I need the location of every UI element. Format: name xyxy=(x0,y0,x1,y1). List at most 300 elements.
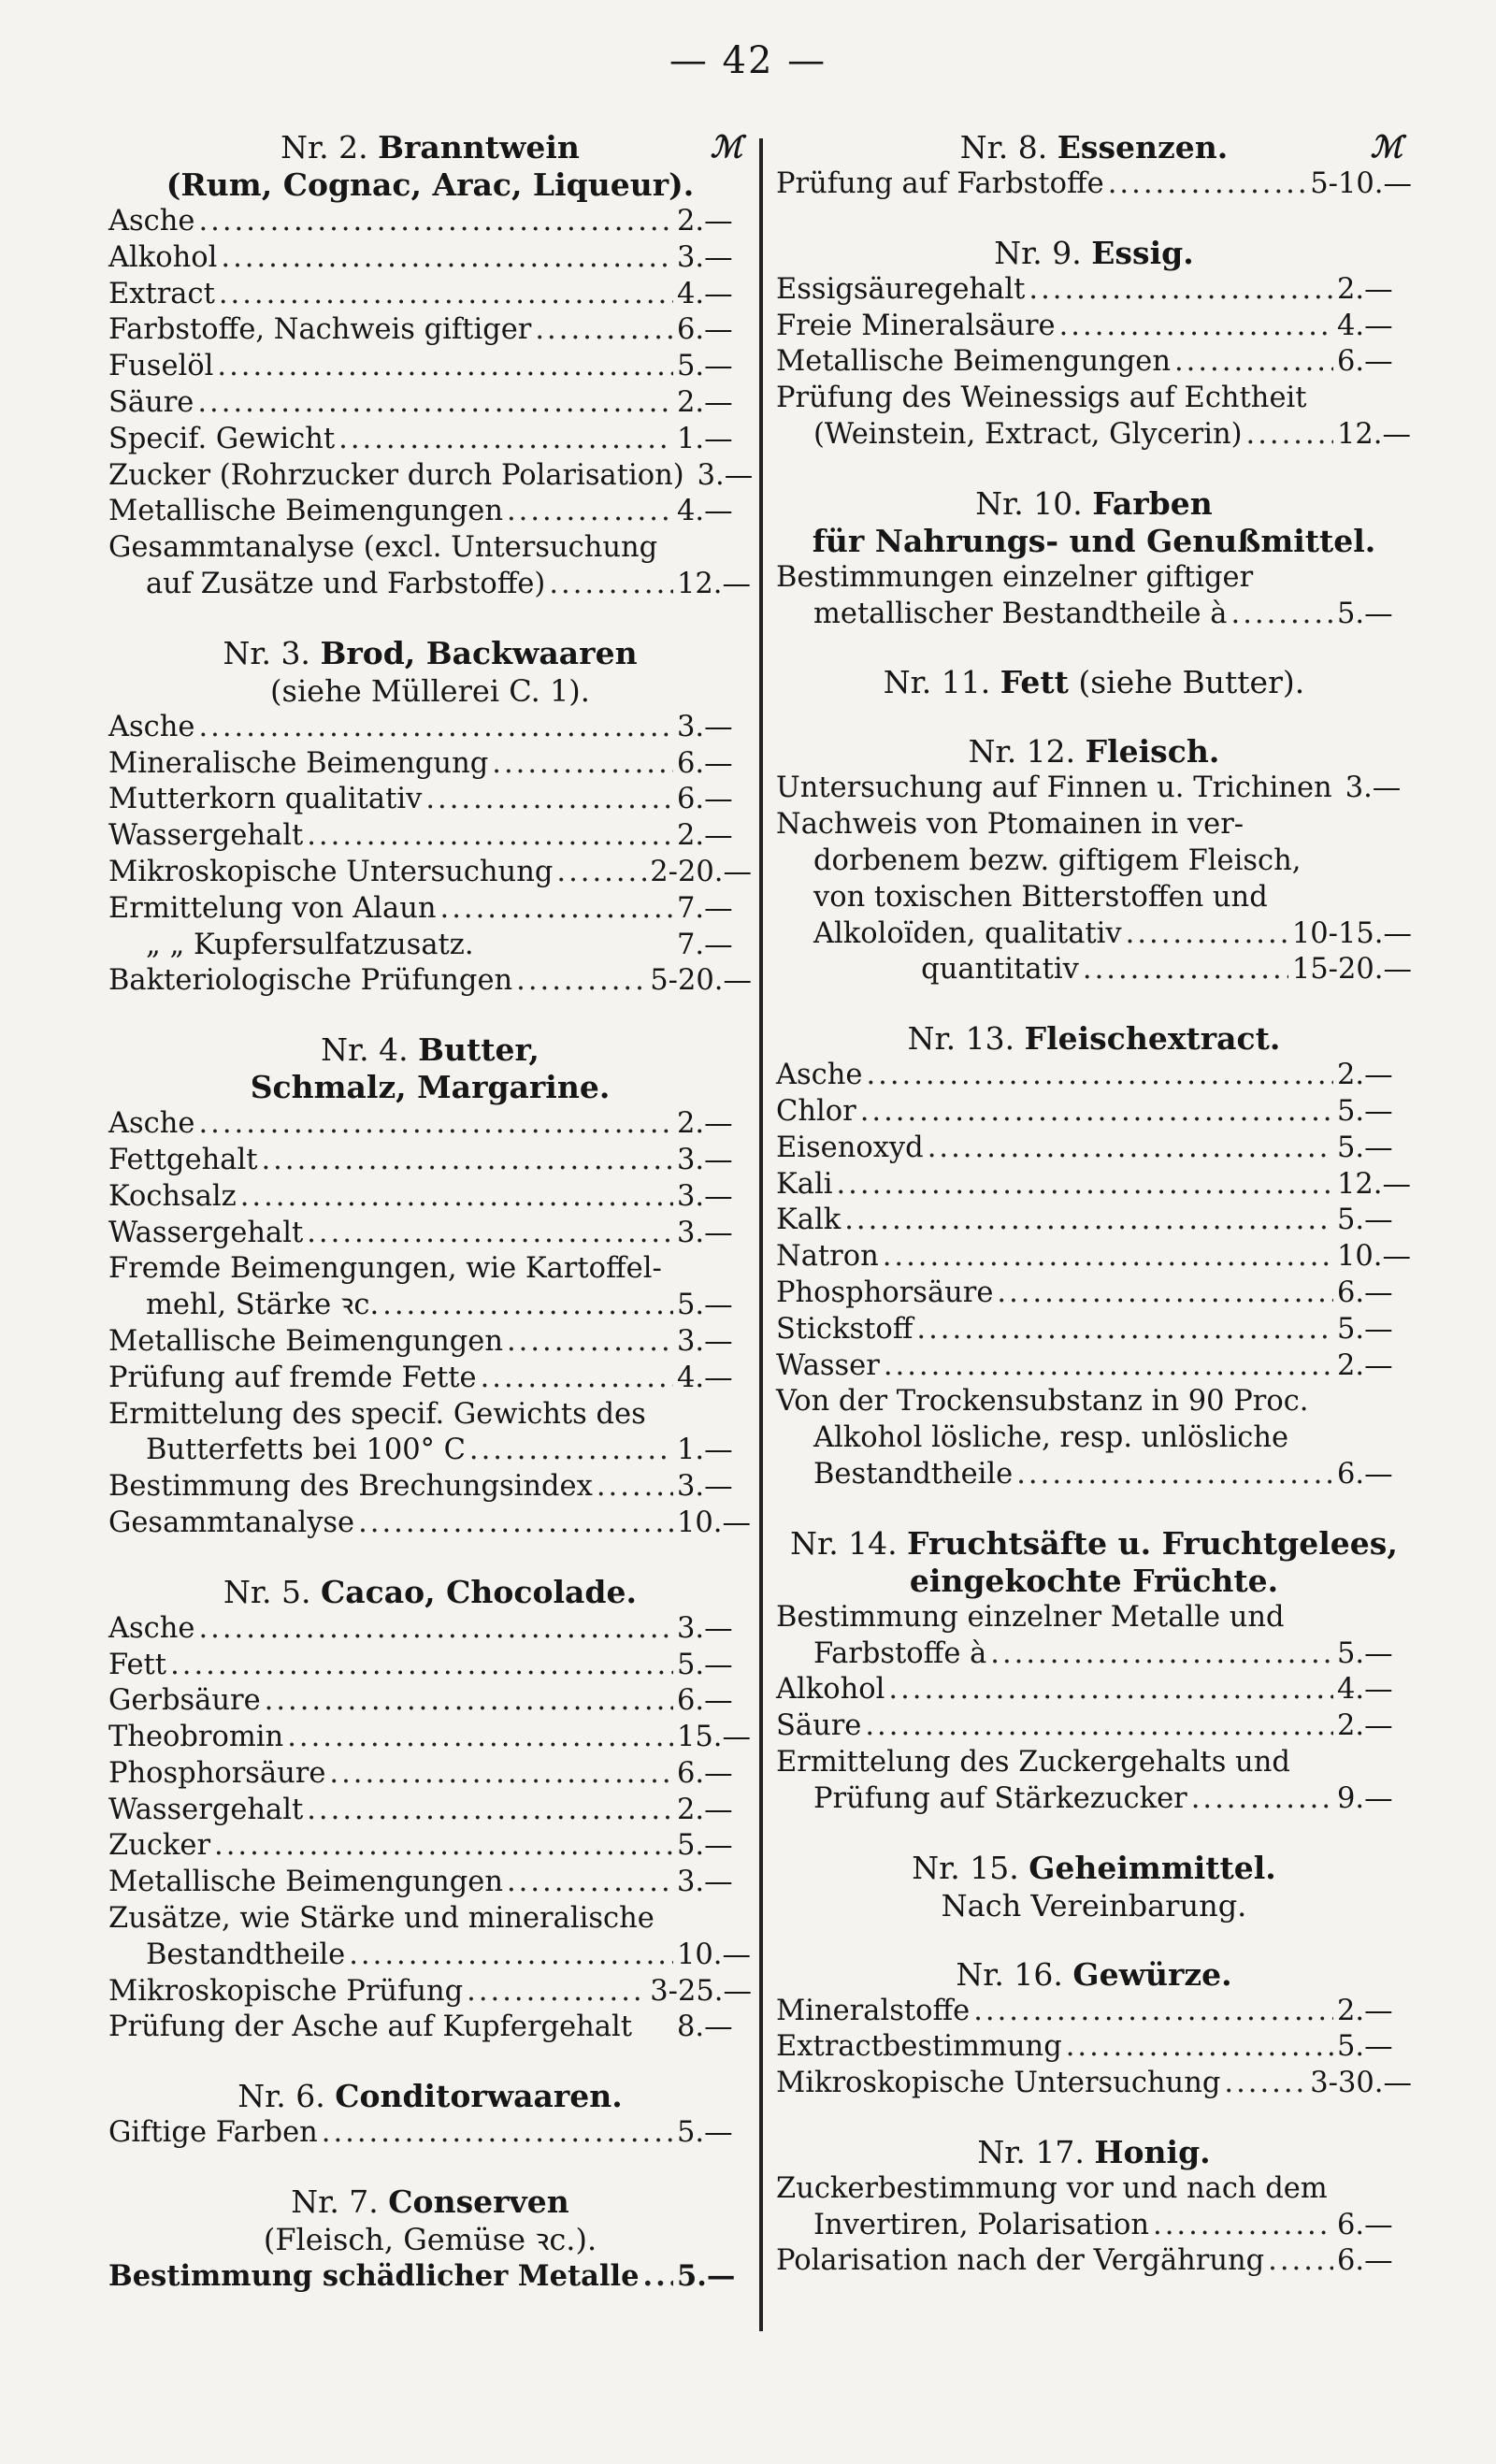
section-title: Brod, Backwaaren xyxy=(320,634,638,671)
dot-leader xyxy=(1016,1457,1333,1493)
dot-leader xyxy=(481,1361,673,1397)
price-entry xyxy=(108,2115,752,2152)
section-heading xyxy=(776,1956,1412,1994)
dot-leader xyxy=(287,1720,673,1756)
price-entry xyxy=(108,1469,752,1506)
entry-price: 5.— xyxy=(677,2116,733,2150)
entry-line: Zusätze, wie Stärke und mineralische xyxy=(108,1902,654,1936)
dot-leader xyxy=(240,1179,673,1216)
dot-leader xyxy=(1268,2243,1333,2280)
dot-leader xyxy=(883,1239,1333,1275)
price-entry xyxy=(108,1793,752,1829)
price-entry xyxy=(108,1756,752,1793)
entry-label: Asche xyxy=(108,1107,195,1141)
dot-leader xyxy=(198,1106,673,1143)
price-entry xyxy=(776,2029,1412,2066)
dot-leader xyxy=(844,1203,1333,1239)
entry-label: Säure xyxy=(108,385,194,419)
section-heading-wrap xyxy=(776,1956,1412,1994)
section-title: Gewürze. xyxy=(1072,1955,1232,1993)
entry-label: Kali xyxy=(776,1167,833,1201)
entry-price: 9.— xyxy=(1337,1781,1393,1815)
entry-label: Ermittelung von Alaun xyxy=(108,891,437,925)
section-number: Nr. 3. xyxy=(223,634,310,671)
section-heading-wrap xyxy=(776,733,1412,771)
dot-leader xyxy=(265,1683,673,1720)
page-number: — 42 — xyxy=(669,39,827,82)
dot-leader xyxy=(642,2258,673,2295)
price-entry xyxy=(108,1506,752,1542)
section-heading-wrap xyxy=(108,2183,752,2221)
entry-label: Essigsäuregehalt xyxy=(776,272,1026,306)
dot-leader xyxy=(198,710,673,746)
entry-price: 6.— xyxy=(1337,1457,1393,1491)
price-entry xyxy=(108,2010,752,2046)
entry-price: 2.— xyxy=(677,1107,733,1141)
entry-price: 10.— xyxy=(677,1506,752,1539)
entry-price: 5.— xyxy=(677,350,733,383)
section-heading-wrap xyxy=(108,1574,752,1611)
dot-leader xyxy=(1224,2066,1306,2102)
section-title: Geheimmittel. xyxy=(1028,1849,1276,1886)
section-heading-wrap xyxy=(776,129,1412,166)
dot-leader xyxy=(836,1167,1333,1203)
section-title: Cacao, Chocolade. xyxy=(321,1573,637,1610)
section-number: Nr. 15. xyxy=(912,1849,1019,1886)
dot-leader xyxy=(440,891,673,928)
entry-label: auf Zusätze und Farbstoffe) xyxy=(146,567,546,600)
entry-price: 5.— xyxy=(1337,1636,1393,1670)
entry-price: 5.— xyxy=(677,1829,733,1863)
entry-price: 2.— xyxy=(1337,1994,1393,2027)
entry-price: 12.— xyxy=(1337,417,1412,451)
entry-label: Metallische Beimengungen xyxy=(108,1866,503,1899)
dot-leader xyxy=(860,1094,1333,1131)
entry-label: Phosphorsäure xyxy=(108,1756,326,1790)
entry-label: (Weinstein, Extract, Glycerin) xyxy=(813,417,1243,451)
entry-line: Zuckerbestimmung vor und nach dem xyxy=(776,2171,1328,2205)
price-entry xyxy=(776,1994,1412,2030)
entry-label: Zucker xyxy=(108,1829,211,1863)
entry-label: Specif. Gewicht xyxy=(108,422,336,455)
entry-label: Prüfung auf fremde Fette xyxy=(108,1361,477,1394)
price-entry xyxy=(108,277,752,313)
price-entry xyxy=(776,2208,1412,2244)
price-entry xyxy=(108,963,752,1000)
entry-price: 6.— xyxy=(677,1684,733,1718)
entry-price: 10.— xyxy=(677,1938,752,1971)
price-entry xyxy=(776,417,1412,454)
entry-price: 8.— xyxy=(677,2010,733,2044)
entry-price: 6.— xyxy=(1337,2208,1393,2241)
section-heading xyxy=(108,2183,752,2221)
entry-label: Säure xyxy=(776,1709,862,1743)
price-entry xyxy=(776,272,1412,309)
price-entry xyxy=(108,1938,752,1974)
section-heading xyxy=(776,733,1412,771)
price-entry xyxy=(776,1348,1412,1385)
dot-leader xyxy=(261,1143,673,1179)
section-heading-wrap xyxy=(776,2134,1412,2171)
entry-price: 7.— xyxy=(677,928,733,961)
dot-leader xyxy=(507,494,673,530)
section-title: Fruchtsäfte u. Fruchtgelees, xyxy=(907,1524,1398,1562)
entry-price: 3.— xyxy=(677,1216,733,1249)
entry-price: 6.— xyxy=(677,746,733,780)
dot-leader xyxy=(170,1648,673,1684)
section-heading-wrap xyxy=(108,129,752,166)
dot-leader xyxy=(425,782,673,818)
dot-leader xyxy=(198,1611,673,1648)
entry-price: 5.— xyxy=(1337,1131,1393,1164)
section-number: Nr. 17. xyxy=(977,2133,1085,2170)
dot-leader xyxy=(535,312,673,349)
entry-price: 2.— xyxy=(1337,1709,1393,1743)
entry-price: 1.— xyxy=(677,422,733,455)
price-entry xyxy=(776,1094,1412,1131)
entry-price: 5.— xyxy=(1337,1203,1393,1237)
entry-price: 3.— xyxy=(677,1143,733,1176)
entry-label: Kalk xyxy=(776,1203,842,1237)
entry-label: Mineralische Beimengung xyxy=(108,746,489,780)
section-heading xyxy=(776,485,1412,523)
dot-leader xyxy=(382,1288,673,1324)
section-heading-wrap xyxy=(108,1031,752,1069)
entry-price: 10.— xyxy=(1337,1240,1412,1274)
entry-price: 15-20.— xyxy=(1291,953,1412,987)
section-subtitle: eingekochte Früchte. xyxy=(909,1562,1279,1599)
entry-label: Metallische Beimengungen xyxy=(776,345,1171,379)
price-entry xyxy=(108,1288,752,1324)
entry-label: Farbstoffe, Nachweis giftiger xyxy=(108,313,532,347)
entry-label: Asche xyxy=(108,205,195,238)
dot-leader xyxy=(888,1672,1333,1708)
section-number: Nr. 6. xyxy=(237,2078,325,2115)
section-heading-wrap xyxy=(108,635,752,672)
entry-label: Mutterkorn qualitativ xyxy=(108,783,423,816)
entry-label: Mineralstoffe xyxy=(776,1994,971,2027)
section-number: Nr. 12. xyxy=(968,733,1076,771)
dot-leader xyxy=(1126,916,1288,953)
price-entry xyxy=(108,2258,752,2295)
price-entry xyxy=(108,567,752,603)
entry-label: Fettgehalt xyxy=(108,1143,258,1176)
dot-leader xyxy=(916,1312,1333,1348)
price-entry xyxy=(108,1143,752,1179)
entry-label: „ „ Kupfersulfatzusatz. xyxy=(146,928,474,961)
dot-leader xyxy=(1066,2029,1333,2066)
price-entry xyxy=(108,240,752,277)
dot-leader xyxy=(358,1506,673,1542)
entry-label: Extract xyxy=(108,277,215,310)
section-heading xyxy=(776,1020,1412,1058)
dot-leader xyxy=(507,1865,673,1901)
price-entry xyxy=(108,422,752,458)
dot-leader xyxy=(1174,344,1333,381)
entry-price: 5.— xyxy=(1337,2030,1393,2064)
entry-price: 4.— xyxy=(677,277,733,310)
section-title: Fett xyxy=(1000,664,1069,701)
price-entry xyxy=(108,204,752,240)
price-entry xyxy=(108,385,752,422)
price-entry xyxy=(108,1361,752,1397)
entry-label: Wasser xyxy=(776,1348,880,1382)
entry-label: Mikroskopische Prüfung xyxy=(108,1974,464,2008)
entry-label: Wassergehalt xyxy=(108,1216,304,1249)
entry-line: Bestimmungen einzelner giftiger xyxy=(776,560,1254,594)
entry-label: Asche xyxy=(776,1059,863,1092)
price-entry xyxy=(108,1648,752,1684)
entry-price: 5.— xyxy=(677,1648,733,1681)
entry-price: 2.— xyxy=(677,385,733,419)
entry-label: metallischer Bestandtheile à xyxy=(813,597,1228,630)
price-entry xyxy=(776,1312,1412,1348)
dot-leader xyxy=(884,1348,1333,1385)
section-heading xyxy=(776,2134,1412,2171)
price-entry xyxy=(108,855,752,891)
section-heading xyxy=(108,2078,752,2115)
section-heading xyxy=(776,1525,1412,1563)
price-entry xyxy=(108,891,752,928)
entry-line: von toxischen Bitterstoffen und xyxy=(813,880,1268,914)
entry-label: Asche xyxy=(108,710,195,743)
dot-leader xyxy=(329,1756,673,1793)
section-note: (siehe Butter). xyxy=(1078,664,1305,701)
entry-label: Bestimmung schädlicher Metalle xyxy=(108,2259,640,2294)
left-column xyxy=(108,129,752,2295)
entry-price: 6.— xyxy=(1337,2244,1393,2278)
entry-price: 10-15.— xyxy=(1291,916,1412,950)
section-title: Honig. xyxy=(1094,2133,1211,2170)
entry-price: 3.— xyxy=(1345,771,1402,805)
entry-price: 6.— xyxy=(1337,1275,1393,1309)
price-entry xyxy=(776,1672,1412,1708)
section-number: Nr. 8. xyxy=(959,129,1048,166)
price-entry xyxy=(108,1720,752,1756)
section-number: Nr. 4. xyxy=(321,1031,409,1069)
entry-line: Ermittelung des specif. Gewichts des xyxy=(108,1397,646,1431)
entry-label: Eisenoxyd xyxy=(776,1131,924,1164)
section-heading-wrap xyxy=(776,1525,1412,1563)
entry-price: 7.— xyxy=(677,891,733,925)
entry-price: 5-10.— xyxy=(1310,167,1412,200)
dot-leader xyxy=(1108,166,1307,203)
section-number: Nr. 7. xyxy=(291,2183,379,2221)
section-title: Branntwein xyxy=(378,129,580,166)
price-entry xyxy=(776,1167,1412,1203)
price-entry xyxy=(108,1974,752,2010)
entry-label: Metallische Beimengungen xyxy=(108,495,503,528)
price-entry xyxy=(776,1457,1412,1493)
entry-label: Chlor xyxy=(776,1094,856,1128)
currency-mark: ℳ xyxy=(1370,129,1402,165)
section-heading xyxy=(776,235,1412,272)
price-entry xyxy=(776,952,1412,988)
entry-price: 2.— xyxy=(677,1793,733,1826)
dot-leader xyxy=(973,1994,1333,2030)
dot-leader xyxy=(549,567,673,603)
dot-leader xyxy=(556,855,646,891)
dot-leader xyxy=(865,1708,1333,1745)
section-heading xyxy=(108,635,752,672)
entry-price: 12.— xyxy=(1337,1167,1412,1201)
entry-label: Extractbestimmung xyxy=(776,2030,1062,2064)
entry-price: 4.— xyxy=(677,1361,733,1394)
section-number: Nr. 16. xyxy=(956,1955,1063,1993)
entry-line: Fremde Beimengungen, wie Kartoffel- xyxy=(108,1252,662,1286)
entry-price: 3-30.— xyxy=(1310,2067,1412,2100)
entry-price: 5.— xyxy=(1337,1094,1393,1128)
entry-label: Untersuchung auf Finnen u. Trichinen xyxy=(776,771,1332,805)
entry-label: Theobromin xyxy=(108,1721,284,1754)
price-entry xyxy=(776,1131,1412,1167)
entry-price: 2.— xyxy=(1337,1059,1393,1092)
price-entry xyxy=(108,818,752,855)
dot-leader xyxy=(469,1433,673,1469)
entry-price: 2-20.— xyxy=(650,855,752,888)
section-heading-wrap xyxy=(776,1850,1412,1887)
entry-label: Bakteriologische Prüfungen xyxy=(108,964,513,998)
dot-leader xyxy=(597,1469,673,1506)
price-entry xyxy=(108,1106,752,1143)
entry-price: 2.— xyxy=(1337,272,1393,306)
section-subtitle: Schmalz, Margarine. xyxy=(250,1069,611,1106)
entry-price: 1.— xyxy=(677,1434,733,1467)
section-title: Conserven xyxy=(388,2183,569,2221)
price-entry xyxy=(108,1324,752,1361)
entry-label: Wassergehalt xyxy=(108,819,304,853)
entry-price: 3.— xyxy=(677,1324,733,1358)
section-title: Fleischextract. xyxy=(1024,1020,1281,1058)
entry-label: Polarisation nach der Vergährung xyxy=(776,2244,1265,2278)
price-entry xyxy=(776,166,1412,203)
entry-price: 2.— xyxy=(677,205,733,238)
dot-leader xyxy=(349,1938,673,1974)
entry-price: 3.— xyxy=(677,1470,733,1504)
entry-price: 3-25.— xyxy=(650,1974,752,2008)
price-entry xyxy=(776,344,1412,381)
dot-leader xyxy=(338,422,673,458)
entry-price: 3.— xyxy=(677,240,733,274)
entry-label: Butterfetts bei 100° C xyxy=(146,1434,466,1467)
entry-line: Ermittelung des Zuckergehalts und xyxy=(776,1745,1290,1779)
section-number: Nr. 11. xyxy=(883,664,991,701)
entry-price: 5.— xyxy=(1337,597,1393,630)
price-entry xyxy=(108,928,752,964)
entry-label: Mikroskopische Untersuchung xyxy=(108,855,554,888)
entry-label: quantitativ xyxy=(921,953,1079,987)
price-entry xyxy=(108,782,752,818)
section-number: Nr. 14. xyxy=(790,1524,898,1562)
price-entry xyxy=(776,771,1412,807)
column-divider xyxy=(759,138,763,2331)
price-entry xyxy=(108,312,752,349)
entry-price: 3.— xyxy=(677,1179,733,1213)
entry-label: Freie Mineralsäure xyxy=(776,309,1056,342)
entry-label: Prüfung auf Farbstoffe xyxy=(776,167,1104,200)
section-heading-wrap xyxy=(776,664,1412,701)
entry-label: Alkohol xyxy=(108,240,218,274)
entry-price: 4.— xyxy=(1337,1673,1393,1707)
price-entry xyxy=(108,1611,752,1648)
section-title: Butter, xyxy=(418,1031,539,1069)
entry-line: Gesammtanalyse (excl. Untersuchung xyxy=(108,531,658,565)
entry-label: Metallische Beimengungen xyxy=(108,1324,503,1358)
price-entry xyxy=(108,1433,752,1469)
section-heading xyxy=(776,664,1412,701)
section-note: Nach Vereinbarung. xyxy=(941,1887,1247,1924)
entry-price: 6.— xyxy=(677,1756,733,1790)
dot-leader xyxy=(1153,2208,1333,2244)
dot-leader xyxy=(307,1793,673,1829)
entry-label: Bestandtheile xyxy=(146,1938,346,1971)
section-note: (Fleisch, Gemüse ꝛc.). xyxy=(263,2222,597,2258)
dot-leader xyxy=(1231,597,1334,633)
entry-price: 3.— xyxy=(677,1611,733,1645)
price-entry xyxy=(108,1828,752,1865)
section-title: Fleisch. xyxy=(1085,733,1220,771)
right-column xyxy=(776,129,1412,2280)
entry-label: Stickstoff xyxy=(776,1312,913,1346)
entry-price: 4.— xyxy=(677,495,733,528)
entry-price: 6.— xyxy=(677,313,733,347)
entry-line: Bestimmung einzelner Metalle und xyxy=(776,1600,1285,1634)
entry-label: Natron xyxy=(776,1240,879,1274)
section-title: Essig. xyxy=(1091,234,1194,271)
entry-price: 5.— xyxy=(1337,1312,1393,1346)
entry-label: Mikroskopische Untersuchung xyxy=(776,2067,1221,2100)
price-entry xyxy=(776,1708,1412,1745)
entry-label: Invertiren, Polarisation xyxy=(813,2208,1150,2241)
price-entry xyxy=(108,494,752,530)
dot-leader xyxy=(1059,309,1333,345)
price-entry xyxy=(108,1683,752,1720)
entry-label: Kochsalz xyxy=(108,1179,237,1213)
entry-line: Alkohol lösliche, resp. unlösliche xyxy=(813,1421,1289,1455)
price-entry xyxy=(108,349,752,385)
price-entry xyxy=(776,2243,1412,2280)
section-number: Nr. 5. xyxy=(223,1573,311,1610)
price-entry xyxy=(776,1781,1412,1818)
price-entry xyxy=(108,458,752,495)
section-heading-wrap xyxy=(776,1020,1412,1058)
dot-leader xyxy=(221,240,673,277)
entry-price: 5.— xyxy=(677,2259,736,2294)
entry-label: Phosphorsäure xyxy=(776,1275,994,1309)
section-heading-wrap xyxy=(776,235,1412,272)
price-entry xyxy=(776,1203,1412,1239)
price-entry xyxy=(108,710,752,746)
section-number: Nr. 13. xyxy=(907,1020,1015,1058)
price-entry xyxy=(776,597,1412,633)
section-heading xyxy=(108,1574,752,1611)
entry-price: 6.— xyxy=(677,783,733,816)
price-entry xyxy=(108,1865,752,1901)
entry-label: Alkohol xyxy=(776,1673,885,1707)
entry-line: Nachweis von Ptomainen in ver- xyxy=(776,808,1244,842)
entry-label: Fett xyxy=(108,1648,167,1681)
entry-line: Prüfung des Weinessigs auf Echtheit xyxy=(776,382,1307,415)
currency-mark: ℳ xyxy=(710,129,742,165)
price-entry xyxy=(776,2066,1412,2102)
price-entry xyxy=(776,916,1412,953)
entry-price: 6.— xyxy=(1337,345,1393,379)
entry-line: Von der Trockensubstanz in 90 Proc. xyxy=(776,1385,1309,1419)
dot-leader xyxy=(307,818,673,855)
dot-leader xyxy=(1191,1781,1333,1818)
dot-leader xyxy=(1028,272,1333,309)
entry-price: 12.— xyxy=(677,567,752,600)
